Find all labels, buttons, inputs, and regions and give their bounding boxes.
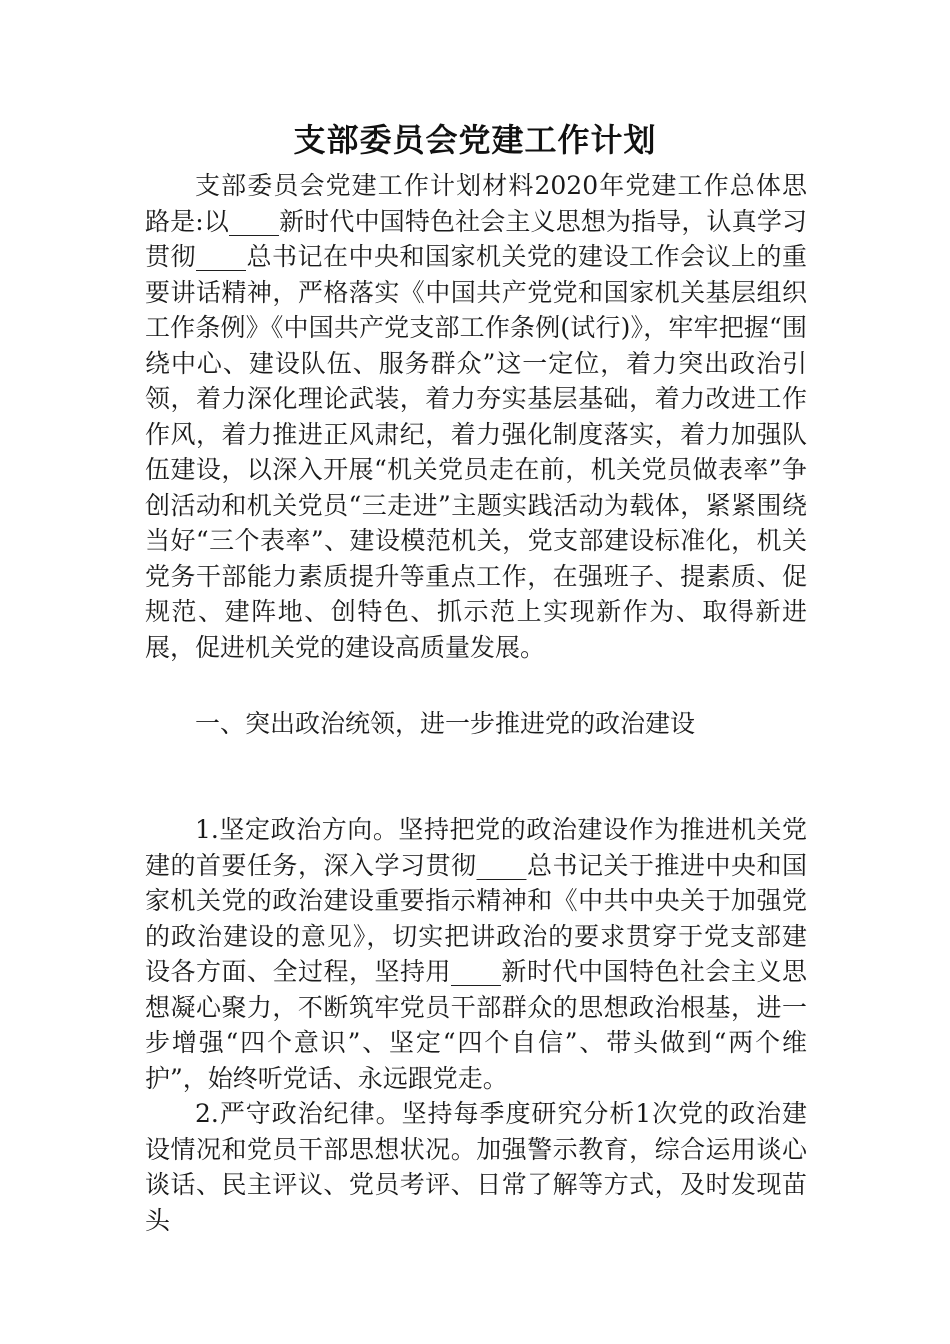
paragraph-intro: 支部委员会党建工作计划材料2020年党建工作总体思路是:以____新时代中国特色社会主义思想为指导，认真学习贯彻____总书记在中央和国家机关党的建设工作会议上的重要讲话精神，严格落实《中国共产党党和国家机关基层组织工作条例》《中国共产党支部工作条例(试行)》，牢牢把握“围绕中心、建设队伍、服务群众”这一定位，着力突出政治引领，着力深化理论武装，着力夯实基层基础，着力改进工作作风，着力推进正风肃纪，着力强化制度落实，着力加强队伍建设，以深入开展“机关党员走在前，机关党员做表率”争创活动和机关党员“三走进”主题实践活动为载体，紧紧围绕当好“三个表率”、建设模范机关，党支部建设标准化，机关党务干部能力素质提升等重点工作，在强班子、提素质、促规范、建阵地、创特色、抓示范上实现新作为、取得新进展，促进机关党的建设高质量发展。 <box>145 171 807 662</box>
paragraph-item-1: 1.坚定政治方向。坚持把党的政治建设作为推进机关党建的首要任务，深入学习贯彻____总书记关于推进中央和国家机关党的政治建设重要指示精神和《中共中央关于加强党的政治建设的意见》，切实把讲政治的要求贯穿于党支部建设各方面、全过程，坚持用____新时代中国特色社会主义思想凝心聚力，不断筑牢党员干部群众的思想政治根基，进一步增强“四个意识”、坚定“四个自信”、带头做到“两个维护”，始终听党话、永远跟党走。 <box>145 815 807 1093</box>
document-title: 支部委员会党建工作计划 <box>293 121 657 159</box>
section-heading-1: 一、突出政治统领，进一步推进党的政治建设 <box>195 709 696 738</box>
paragraph-item-2: 2.严守政治纪律。坚持每季度研究分析1次党的政治建设情况和党员干部思想状况。加强警示教育，综合运用谈心谈话、民主评议、党员考评、日常了解等方式，及时发现苗头 <box>145 1099 807 1235</box>
